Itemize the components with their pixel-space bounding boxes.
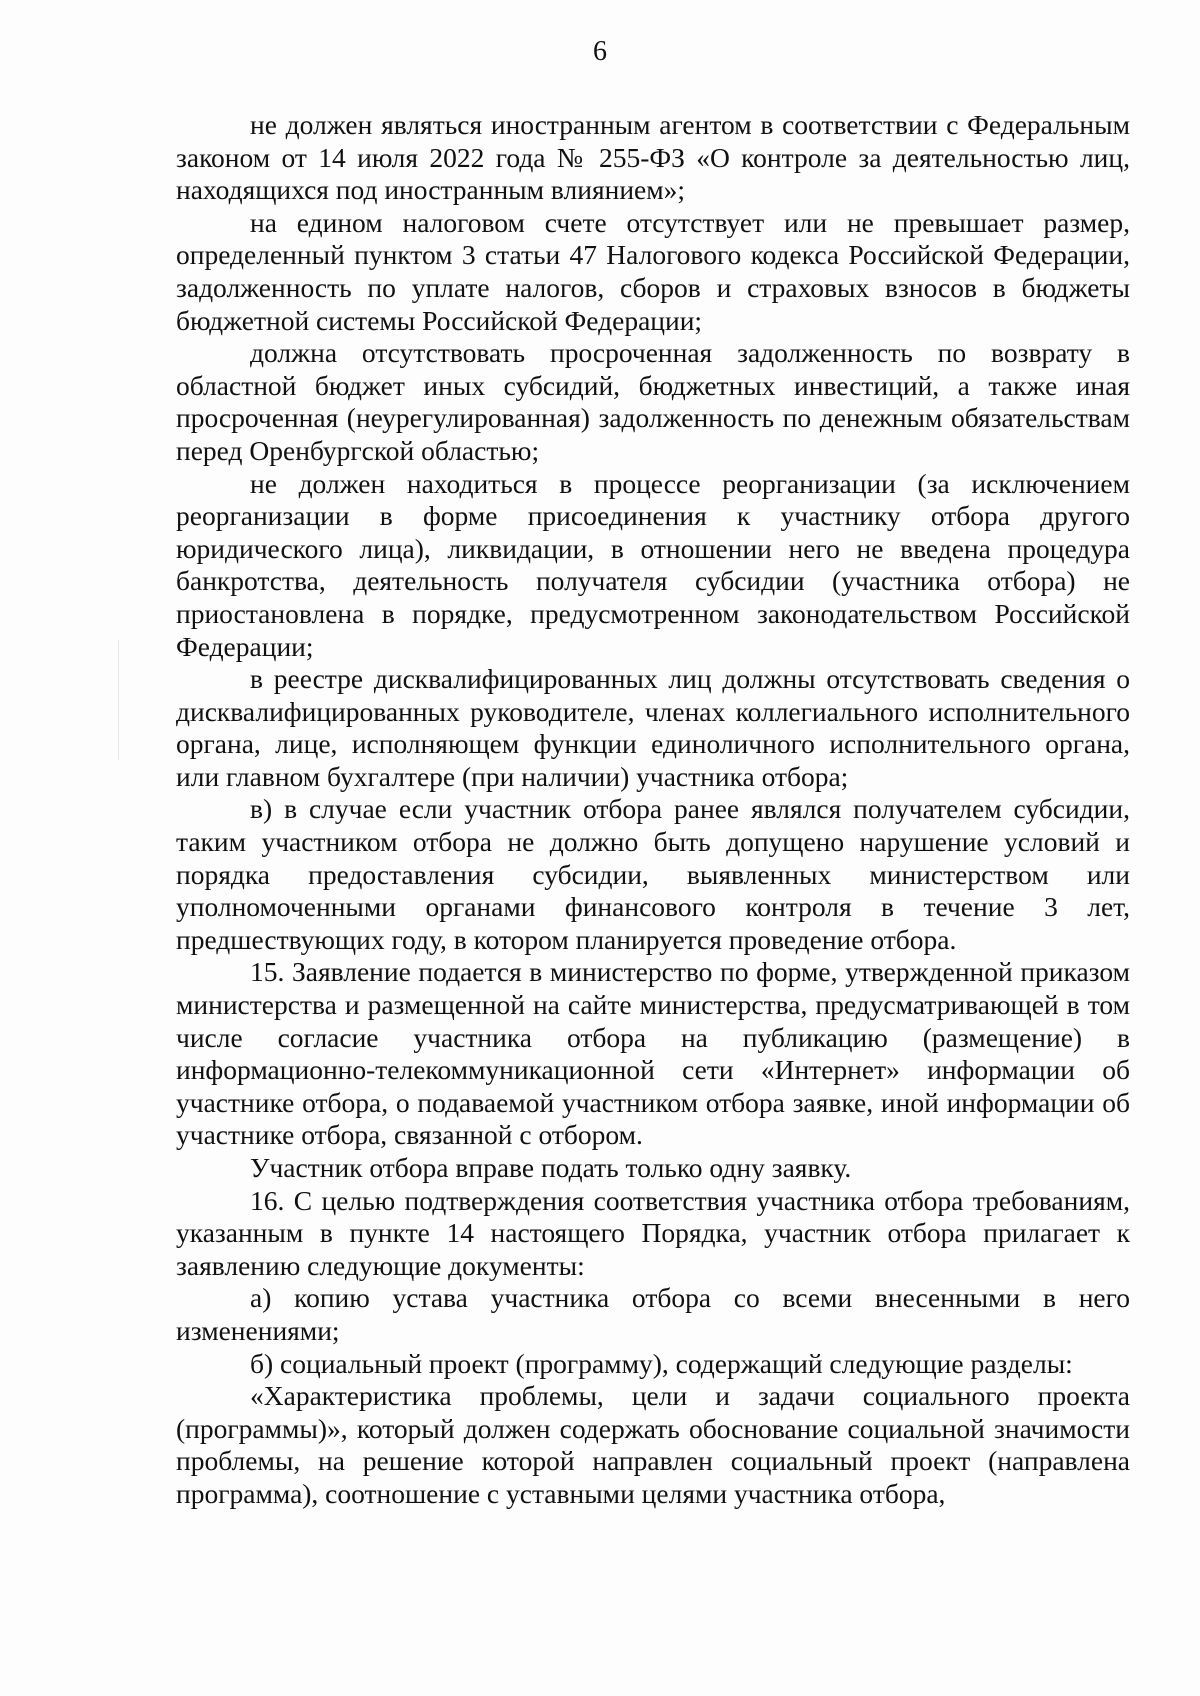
paragraph-16-documents: 16. С целью подтверждения соответствия участника отбора требованиям, указанным в пункте 14 настоящего Порядка, участник отбора прилагает к заявлению следующие документы: bbox=[176, 1184, 1130, 1281]
paragraph-charter-copy: а) копию устава участника отбора со всеми внесенными в него изменениями; bbox=[176, 1282, 1130, 1346]
paragraph-social-project: б) социальный проект (программу), содержащий следующие разделы: bbox=[250, 1347, 1073, 1379]
document-body bbox=[176, 109, 1130, 1511]
paragraph-tax-account: на едином налоговом счете отсутствует или не превышает размер, определенный пунктом 3 статьи 47 Налогового кодекса Российской Федерации, задолженность по уплате налогов, сборов и страховых взносов в бюджеты бюджетной системы Российской Федерации; bbox=[176, 206, 1130, 336]
paragraph-disqualified-persons: в реестре дисквалифицированных лиц должны отсутствовать сведения о дисквалифицированных руководителе, членах коллегиального исполнительного органа, лице, исполняющем функции единоличного исполнительного органа, или главном бухгалтере (при наличии) участника отбора; bbox=[176, 663, 1130, 792]
scan-artifact-line bbox=[118, 640, 119, 760]
paragraph-problem-characteristics: «Характеристика проблемы, цели и задачи социального проекта (программы)», который должен содержать обоснование социальной значимости проблемы, на решение которой направлен социальный проект (направлена программа), соотношение с уставными целями участника отбора, bbox=[176, 1380, 1130, 1509]
paragraph-15-application: 15. Заявление подается в министерство по форме, утвержденной приказом министерства и размещенной на сайте министерства, предусматривающей в том числе согласие участника отбора на публикацию (размещение) в информационно-телекоммуникационной сети «Интернет» информации об участнике отбора, о подаваемой участником отбора заявке, иной информации об участнике отбора, связанной с отбором. bbox=[176, 956, 1130, 1151]
paragraph-overdue-debt: должна отсутствовать просроченная задолженность по возврату в областной бюджет иных субсидий, бюджетных инвестиций, а также иная просроченная (неурегулированная) задолженность по денежным обязательствам перед Оренбургской областью; bbox=[176, 337, 1130, 466]
paragraph-reorganization: не должен находиться в процессе реорганизации (за исключением реорганизации в форме присоединения к участнику отбора другого юридического лица), ликвидации, в отношении него не введена процедура банкротства, деятельность получателя субсидии (участника отбора) не приостановлена в порядке, предусмотренном законодательством Российской Федерации; bbox=[176, 467, 1130, 662]
paragraph-one-application: Участник отбора вправе подать только одну заявку. bbox=[250, 1152, 852, 1183]
paragraph-previous-subsidy: в) в случае если участник отбора ранее являлся получателем субсидии, таким участником отбора не должно быть допущено нарушение условий и порядка предоставления субсидии, выявленных министерством или уполномоченными органами финансового контроля в течение 3 лет, предшествующих году, в котором планируется проведение отбора. bbox=[176, 793, 1130, 955]
paragraph-foreign-agent: не должен являться иностранным агентом в соответствии с Федеральным законом от 14 июля 2022 года № 255-ФЗ «О контроле за деятельностью лиц, находящихся под иностранным влиянием»; bbox=[176, 109, 1130, 206]
page-number: 6 bbox=[593, 36, 607, 67]
